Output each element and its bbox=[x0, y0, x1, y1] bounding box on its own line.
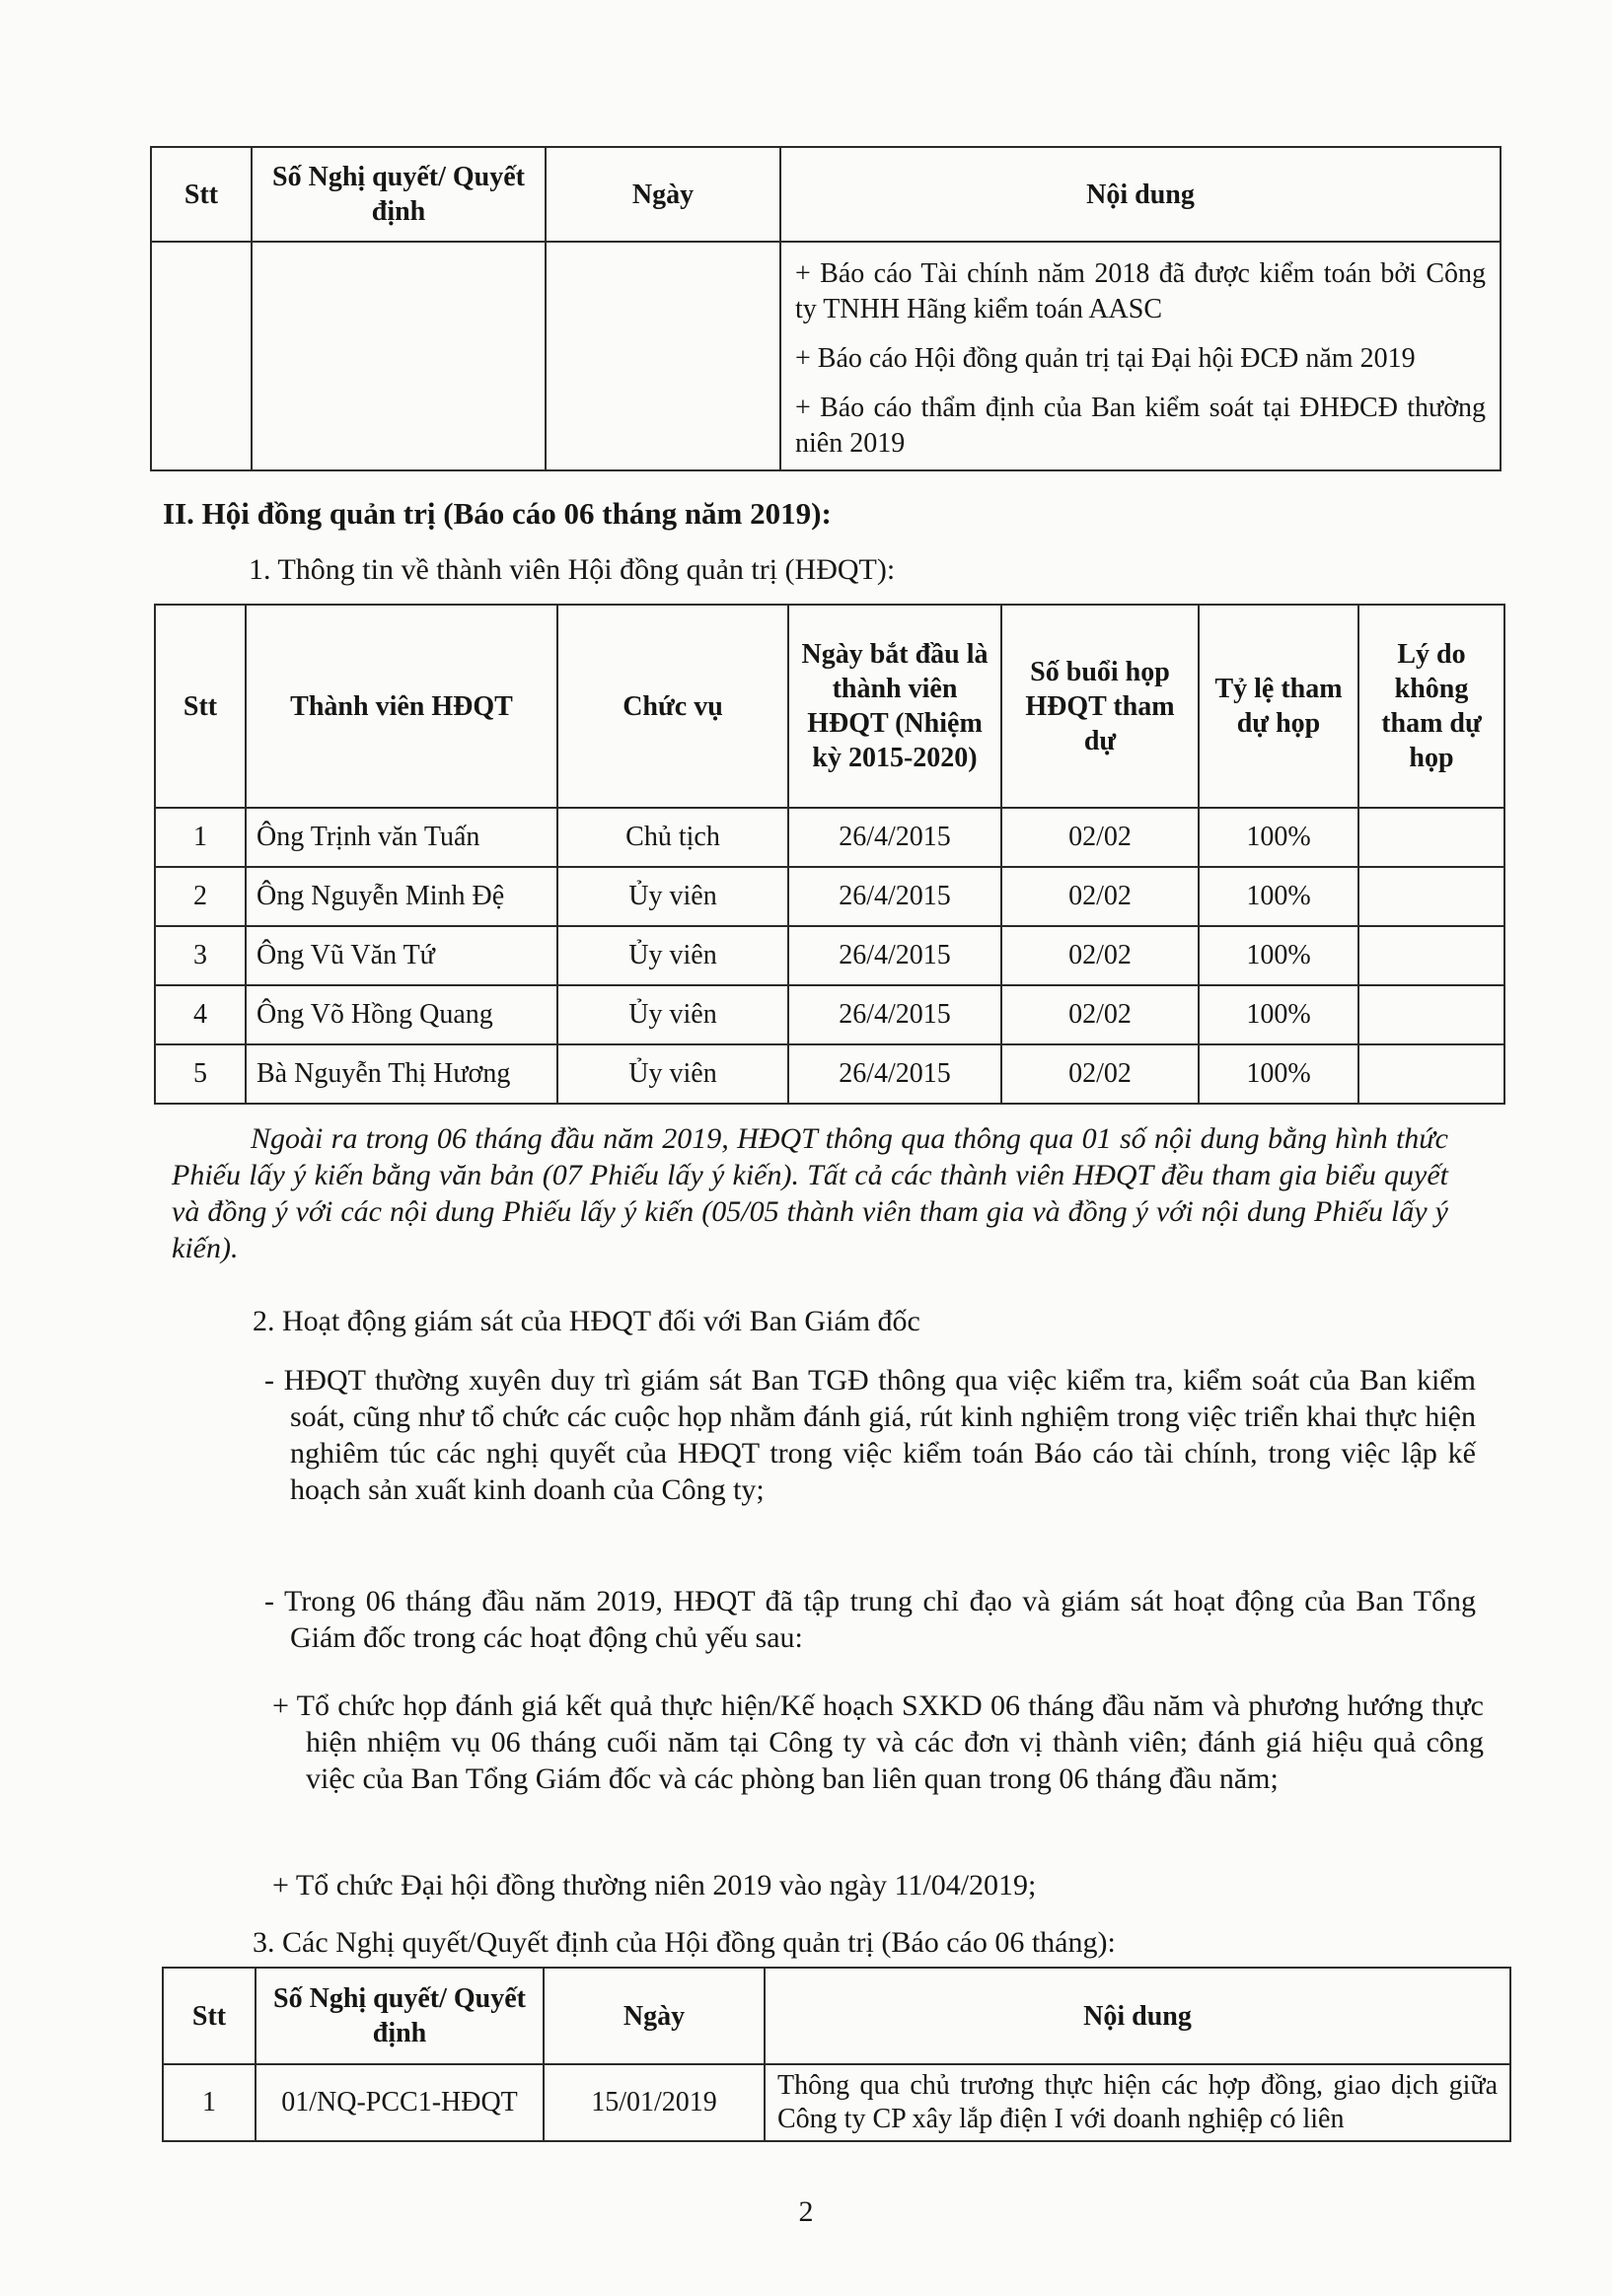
board-members-table bbox=[154, 604, 1505, 1105]
header-absence-reason: Lý do không tham dự họp bbox=[1358, 605, 1504, 808]
cell-position: Ủy viên bbox=[557, 985, 788, 1044]
cell-meetings: 02/02 bbox=[1001, 926, 1199, 985]
header-attendance-rate: Tỷ lệ tham dự họp bbox=[1199, 605, 1358, 808]
cell-stt bbox=[151, 242, 252, 470]
table-row bbox=[155, 867, 1504, 926]
cell-resolution-number: 01/NQ-PCC1-HĐQT bbox=[256, 2064, 544, 2141]
cell-stt: 1 bbox=[155, 808, 246, 867]
cell-stt: 5 bbox=[155, 1044, 246, 1104]
cell-position: Ủy viên bbox=[557, 1044, 788, 1104]
supervision-item: - HĐQT thường xuyên duy trì giám sát Ban TGĐ thông qua việc kiểm tra, kiểm soát của Ban kiểm soát, cũng như tổ chức các cuộc họp nhằm đánh giá, rút kinh nghiệm trong việc triển khai thực hiện nghiêm túc các nghị quyết của HĐQT trong việc kiểm toán Báo cáo tài chính, trong việc lập kế hoạch sản xuất kinh doanh của Công ty; bbox=[264, 1364, 1476, 1506]
cell-date bbox=[546, 242, 780, 470]
header-position: Chức vụ bbox=[557, 605, 788, 808]
content-item: + Báo cáo thẩm định của Ban kiểm soát tại ĐHĐCĐ thường niên 2019 bbox=[795, 393, 1486, 459]
subsection-2-title: 2. Hoạt động giám sát của HĐQT đối với Ban Giám đốc bbox=[253, 1305, 920, 1337]
supervision-item: + Tổ chức Đại hội đồng thường niên 2019 vào ngày 11/04/2019; bbox=[272, 1869, 1037, 1901]
cell-stt: 1 bbox=[163, 2064, 256, 2141]
header-date: Ngày bbox=[546, 147, 780, 242]
header-resolution-number: Số Nghị quyết/ Quyết định bbox=[256, 1968, 544, 2064]
section-ii-title: II. Hội đồng quản trị (Báo cáo 06 tháng năm 2019): bbox=[163, 496, 832, 531]
header-stt: Stt bbox=[163, 1968, 256, 2064]
supervision-item: + Tổ chức họp đánh giá kết quả thực hiện/Kế hoạch SXKD 06 tháng đầu năm và phương hướng thực hiện nhiệm vụ 06 tháng cuối năm tại Công ty và các đơn vị thành viên; đánh giá hiệu quả công việc của Ban Tổng Giám đốc và các phòng ban liên quan trong 06 tháng đầu năm; bbox=[272, 1689, 1484, 1795]
cell-stt: 2 bbox=[155, 867, 246, 926]
cell-start-date: 26/4/2015 bbox=[788, 985, 1001, 1044]
cell-member: Ông Nguyễn Minh Đệ bbox=[246, 867, 557, 926]
cell-reason bbox=[1358, 985, 1504, 1044]
resolutions-table bbox=[162, 1967, 1511, 2142]
page-number: 2 bbox=[798, 2195, 814, 2228]
cell-content bbox=[780, 242, 1501, 470]
italic-note: Ngoài ra trong 06 tháng đầu năm 2019, HĐQT thông qua thông qua 01 số nội dung bằng hình thức Phiếu lấy ý kiến bằng văn bản (07 Phiếu lấy ý kiến). Tất cả các thành viên HĐQT đều tham gia biểu quyết và đồng ý với các nội dung Phiếu lấy ý kiến (05/05 thành viên tham gia và đồng ý với nội dung Phiếu lấy ý kiến). bbox=[172, 1122, 1448, 1264]
subsection-1-title: 1. Thông tin về thành viên Hội đồng quản trị (HĐQT): bbox=[249, 553, 896, 586]
cell-start-date: 26/4/2015 bbox=[788, 926, 1001, 985]
cell-meetings: 02/02 bbox=[1001, 867, 1199, 926]
table-row bbox=[155, 808, 1504, 867]
cell-rate: 100% bbox=[1199, 808, 1358, 867]
cell-rate: 100% bbox=[1199, 867, 1358, 926]
cell-position: Chủ tịch bbox=[557, 808, 788, 867]
cell-member: Ông Trịnh văn Tuấn bbox=[246, 808, 557, 867]
cell-date: 15/01/2019 bbox=[544, 2064, 765, 2141]
table-row bbox=[155, 926, 1504, 985]
subsection-3-title: 3. Các Nghị quyết/Quyết định của Hội đồng quản trị (Báo cáo 06 tháng): bbox=[253, 1926, 1116, 1959]
supervision-item: - Trong 06 tháng đầu năm 2019, HĐQT đã tập trung chỉ đạo và giám sát hoạt động của Ban Tổng Giám đốc trong các hoạt động chủ yếu sau: bbox=[264, 1585, 1476, 1654]
cell-start-date: 26/4/2015 bbox=[788, 867, 1001, 926]
cell-rate: 100% bbox=[1199, 926, 1358, 985]
cell-member: Ông Võ Hồng Quang bbox=[246, 985, 557, 1044]
header-stt: Stt bbox=[151, 147, 252, 242]
header-stt: Stt bbox=[155, 605, 246, 808]
header-member: Thành viên HĐQT bbox=[246, 605, 557, 808]
table-row bbox=[155, 1044, 1504, 1104]
cell-reason bbox=[1358, 808, 1504, 867]
header-content: Nội dung bbox=[780, 147, 1501, 242]
cell-meetings: 02/02 bbox=[1001, 1044, 1199, 1104]
cell-reason bbox=[1358, 1044, 1504, 1104]
cell-resolution-number bbox=[252, 242, 546, 470]
header-start-date: Ngày bắt đầu là thành viên HĐQT (Nhiệm kỳ 2015-2020) bbox=[788, 605, 1001, 808]
content-item: + Báo cáo Hội đồng quản trị tại Đại hội ĐCĐ năm 2019 bbox=[795, 343, 1416, 374]
cell-position: Ủy viên bbox=[557, 926, 788, 985]
cell-stt: 4 bbox=[155, 985, 246, 1044]
cell-content: Thông qua chủ trương thực hiện các hợp đồng, giao dịch giữa Công ty CP xây lắp điện I với doanh nghiệp có liên bbox=[765, 2064, 1510, 2141]
cell-position: Ủy viên bbox=[557, 867, 788, 926]
resolutions-table-continued bbox=[150, 146, 1502, 471]
cell-reason bbox=[1358, 926, 1504, 985]
cell-start-date: 26/4/2015 bbox=[788, 1044, 1001, 1104]
cell-member: Ông Vũ Văn Tứ bbox=[246, 926, 557, 985]
cell-meetings: 02/02 bbox=[1001, 808, 1199, 867]
table-row bbox=[155, 985, 1504, 1044]
header-content: Nội dung bbox=[765, 1968, 1510, 2064]
cell-start-date: 26/4/2015 bbox=[788, 808, 1001, 867]
cell-member: Bà Nguyễn Thị Hương bbox=[246, 1044, 557, 1104]
header-resolution-number: Số Nghị quyết/ Quyết định bbox=[252, 147, 546, 242]
cell-meetings: 02/02 bbox=[1001, 985, 1199, 1044]
content-item: + Báo cáo Tài chính năm 2018 đã được kiểm toán bởi Công ty TNHH Hãng kiểm toán AASC bbox=[795, 258, 1486, 324]
table-row bbox=[163, 2064, 1510, 2141]
cell-rate: 100% bbox=[1199, 1044, 1358, 1104]
header-meetings-attended: Số buổi họp HĐQT tham dự bbox=[1001, 605, 1199, 808]
cell-stt: 3 bbox=[155, 926, 246, 985]
header-date: Ngày bbox=[544, 1968, 765, 2064]
cell-reason bbox=[1358, 867, 1504, 926]
cell-rate: 100% bbox=[1199, 985, 1358, 1044]
